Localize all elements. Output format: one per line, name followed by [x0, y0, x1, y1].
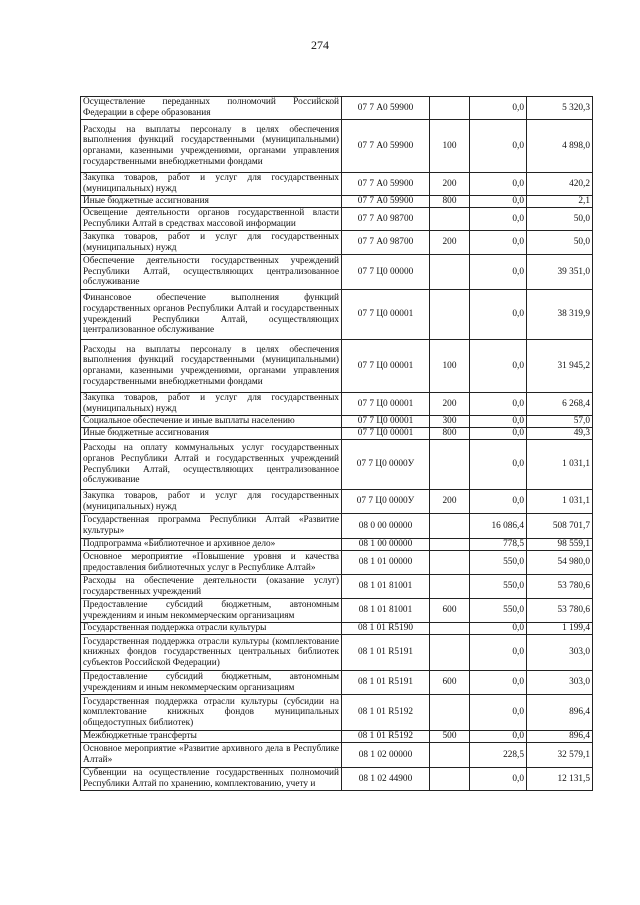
- expense-type-code: [430, 290, 470, 340]
- table-row: [81, 695, 593, 731]
- item-name: Государственная поддержка отрасли культуры (комплектование книжных фондов государственных центральных библиотек субъектов Российской Федерации): [81, 635, 342, 671]
- item-name: Основное мероприятие «Развитие архивного дела в Республике Алтай»: [81, 743, 342, 768]
- table-row: [81, 340, 593, 393]
- item-code: 07 7 Ц0 00001: [342, 290, 430, 340]
- table-row: [81, 97, 593, 120]
- amount-change: 0,0: [470, 393, 527, 416]
- amount-change: 0,0: [470, 340, 527, 393]
- table-row: [81, 173, 593, 196]
- item-name: Закупка товаров, работ и услуг для государственных (муниципальных) нужд: [81, 393, 342, 416]
- table-row: [81, 671, 593, 695]
- amount-total: 1 031,1: [527, 490, 593, 514]
- item-code: 08 1 01 R5191: [342, 671, 430, 695]
- amount-total: 12 131,5: [527, 768, 593, 791]
- table-row: [81, 490, 593, 514]
- amount-change: 0,0: [470, 120, 527, 173]
- item-code: 07 7 Ц0 00000: [342, 255, 430, 290]
- table-row: [81, 290, 593, 340]
- amount-total: 896,4: [527, 695, 593, 731]
- amount-total: 32 579,1: [527, 743, 593, 768]
- amount-change: 16 086,4: [470, 514, 527, 539]
- budget-table: [80, 96, 593, 791]
- amount-total: 53 780,6: [527, 575, 593, 599]
- expense-type-code: [430, 208, 470, 231]
- table-row: [81, 551, 593, 575]
- amount-total: 50,0: [527, 208, 593, 231]
- table-row: [81, 743, 593, 768]
- table-row: [81, 539, 593, 551]
- item-name: Обеспечение деятельности государственных учреждений Республики Алтай, осуществляющих централизованное обслуживание: [81, 255, 342, 290]
- item-name: Освещение деятельности органов государственной власти Республики Алтай в средствах массовой информации: [81, 208, 342, 231]
- item-name: Расходы на оплату коммунальных услуг государственных органов Республики Алтай и государственных учреждений Республики Алтай, осуществляющих централизованное обслуживание: [81, 440, 342, 490]
- amount-total: 5 320,3: [527, 97, 593, 120]
- amount-total: 1 199,4: [527, 623, 593, 635]
- amount-total: 6 268,4: [527, 393, 593, 416]
- expense-type-code: [430, 575, 470, 599]
- item-code: 08 1 01 R5190: [342, 623, 430, 635]
- amount-change: 0,0: [470, 731, 527, 743]
- amount-change: 228,5: [470, 743, 527, 768]
- table-row: [81, 120, 593, 173]
- amount-total: 38 319,9: [527, 290, 593, 340]
- expense-type-code: 100: [430, 120, 470, 173]
- amount-total: 1 031,1: [527, 440, 593, 490]
- expense-type-code: [430, 695, 470, 731]
- amount-change: 778,5: [470, 539, 527, 551]
- item-code: 07 7 Ц0 00001: [342, 393, 430, 416]
- table-row: [81, 208, 593, 231]
- item-code: 08 1 01 R5191: [342, 635, 430, 671]
- item-code: 08 1 01 00000: [342, 551, 430, 575]
- amount-change: 0,0: [470, 290, 527, 340]
- expense-type-code: 600: [430, 599, 470, 623]
- item-name: Подпрограмма «Библиотечное и архивное дело»: [81, 539, 342, 551]
- item-name: Предоставление субсидий бюджетным, автономным учреждениям и иным некоммерческим организациям: [81, 671, 342, 695]
- table-row: [81, 599, 593, 623]
- amount-total: 54 980,0: [527, 551, 593, 575]
- amount-total: 2,1: [527, 196, 593, 208]
- amount-change: 0,0: [470, 97, 527, 120]
- item-name: Осуществление переданных полномочий Российской Федерации в сфере образования: [81, 97, 342, 120]
- table-row: [81, 393, 593, 416]
- item-name: Закупка товаров, работ и услуг для государственных (муниципальных) нужд: [81, 173, 342, 196]
- amount-total: 4 898,0: [527, 120, 593, 173]
- item-name: Межбюджетные трансферты: [81, 731, 342, 743]
- amount-change: 0,0: [470, 416, 527, 428]
- table-row: [81, 623, 593, 635]
- expense-type-code: 200: [430, 231, 470, 255]
- expense-type-code: 300: [430, 416, 470, 428]
- item-code: 08 0 00 00000: [342, 514, 430, 539]
- item-code: 08 1 01 R5192: [342, 731, 430, 743]
- item-name: Расходы на выплаты персоналу в целях обеспечения выполнения функций государственными (муниципальными) органами, казенными учреждениями, органами управления государственными внебюджетными фондами: [81, 340, 342, 393]
- expense-type-code: [430, 551, 470, 575]
- item-code: 07 7 А0 59900: [342, 97, 430, 120]
- item-name: Государственная поддержка отрасли культуры: [81, 623, 342, 635]
- amount-change: 0,0: [470, 635, 527, 671]
- item-name: Основное мероприятие «Повышение уровня и качества предоставления библиотечных услуг в Республике Алтай»: [81, 551, 342, 575]
- table-row: [81, 255, 593, 290]
- item-name: Государственная программа Республики Алтай «Развитие культуры»: [81, 514, 342, 539]
- item-name: Иные бюджетные ассигнования: [81, 428, 342, 440]
- expense-type-code: 200: [430, 173, 470, 196]
- amount-change: 550,0: [470, 599, 527, 623]
- expense-type-code: 200: [430, 393, 470, 416]
- amount-total: 303,0: [527, 635, 593, 671]
- item-code: 08 1 02 00000: [342, 743, 430, 768]
- expense-type-code: [430, 514, 470, 539]
- amount-change: 0,0: [470, 208, 527, 231]
- item-code: 07 7 А0 59900: [342, 120, 430, 173]
- expense-type-code: 800: [430, 196, 470, 208]
- item-code: 08 1 02 44900: [342, 768, 430, 791]
- amount-total: 98 559,1: [527, 539, 593, 551]
- expense-type-code: [430, 743, 470, 768]
- item-code: 07 7 А0 98700: [342, 231, 430, 255]
- item-code: 08 1 01 81001: [342, 599, 430, 623]
- amount-change: 0,0: [470, 173, 527, 196]
- item-code: 07 7 А0 98700: [342, 208, 430, 231]
- table-row: [81, 416, 593, 428]
- amount-change: 0,0: [470, 695, 527, 731]
- item-code: 07 7 Ц0 00001: [342, 340, 430, 393]
- item-code: 08 1 01 R5192: [342, 695, 430, 731]
- amount-total: 31 945,2: [527, 340, 593, 393]
- expense-type-code: 600: [430, 671, 470, 695]
- expense-type-code: 800: [430, 428, 470, 440]
- amount-total: 49,3: [527, 428, 593, 440]
- table-row: [81, 514, 593, 539]
- item-code: 07 7 Ц0 0000У: [342, 440, 430, 490]
- amount-total: 53 780,6: [527, 599, 593, 623]
- expense-type-code: 200: [430, 490, 470, 514]
- expense-type-code: [430, 539, 470, 551]
- expense-type-code: [430, 255, 470, 290]
- item-code: 07 7 Ц0 00001: [342, 416, 430, 428]
- item-code: 08 1 01 81001: [342, 575, 430, 599]
- expense-type-code: [430, 440, 470, 490]
- item-code: 07 7 Ц0 0000У: [342, 490, 430, 514]
- amount-total: 57,0: [527, 416, 593, 428]
- table-row: [81, 635, 593, 671]
- amount-total: 420,2: [527, 173, 593, 196]
- item-code: 08 1 00 00000: [342, 539, 430, 551]
- table-row: [81, 231, 593, 255]
- amount-total: 508 701,7: [527, 514, 593, 539]
- budget-table-body: [81, 97, 593, 791]
- item-name: Закупка товаров, работ и услуг для государственных (муниципальных) нужд: [81, 490, 342, 514]
- amount-change: 0,0: [470, 428, 527, 440]
- table-row: [81, 575, 593, 599]
- item-code: 07 7 Ц0 00001: [342, 428, 430, 440]
- item-code: 07 7 А0 59900: [342, 196, 430, 208]
- amount-change: 0,0: [470, 255, 527, 290]
- table-row: [81, 768, 593, 791]
- item-name: Предоставление субсидий бюджетным, автономным учреждениям и иным некоммерческим организациям: [81, 599, 342, 623]
- amount-change: 550,0: [470, 551, 527, 575]
- table-row: [81, 440, 593, 490]
- page-number: 274: [311, 38, 329, 52]
- amount-change: 0,0: [470, 440, 527, 490]
- amount-change: 0,0: [470, 196, 527, 208]
- amount-change: 0,0: [470, 623, 527, 635]
- expense-type-code: [430, 635, 470, 671]
- item-name: Социальное обеспечение и иные выплаты населению: [81, 416, 342, 428]
- item-name: Расходы на выплаты персоналу в целях обеспечения выполнения функций государственными (муниципальными) органами, казенными учреждениями, органами управления государственными внебюджетными фондами: [81, 120, 342, 173]
- amount-total: 896,4: [527, 731, 593, 743]
- item-name: Закупка товаров, работ и услуг для государственных (муниципальных) нужд: [81, 231, 342, 255]
- amount-total: 303,0: [527, 671, 593, 695]
- expense-type-code: [430, 623, 470, 635]
- item-code: 07 7 А0 59900: [342, 173, 430, 196]
- table-row: [81, 196, 593, 208]
- item-name: Расходы на обеспечение деятельности (оказание услуг) государственных учреждений: [81, 575, 342, 599]
- item-name: Государственная поддержка отрасли культуры (субсидии на комплектование книжных фондов муниципальных общедоступных библиотек): [81, 695, 342, 731]
- amount-change: 0,0: [470, 231, 527, 255]
- amount-total: 39 351,0: [527, 255, 593, 290]
- expense-type-code: [430, 97, 470, 120]
- amount-change: 0,0: [470, 671, 527, 695]
- amount-change: 0,0: [470, 768, 527, 791]
- amount-change: 0,0: [470, 490, 527, 514]
- amount-change: 550,0: [470, 575, 527, 599]
- item-name: Иные бюджетные ассигнования: [81, 196, 342, 208]
- table-row: [81, 428, 593, 440]
- amount-total: 50,0: [527, 231, 593, 255]
- expense-type-code: [430, 768, 470, 791]
- item-name: Субвенции на осуществление государственных полномочий Республики Алтай по хранению, комплектованию, учету и: [81, 768, 342, 791]
- table-row: [81, 731, 593, 743]
- expense-type-code: 100: [430, 340, 470, 393]
- expense-type-code: 500: [430, 731, 470, 743]
- item-name: Финансовое обеспечение выполнения функций государственных органов Республики Алтай и государственных учреждений Республики Алтай, осуществляющих централизованное обслуживание: [81, 290, 342, 340]
